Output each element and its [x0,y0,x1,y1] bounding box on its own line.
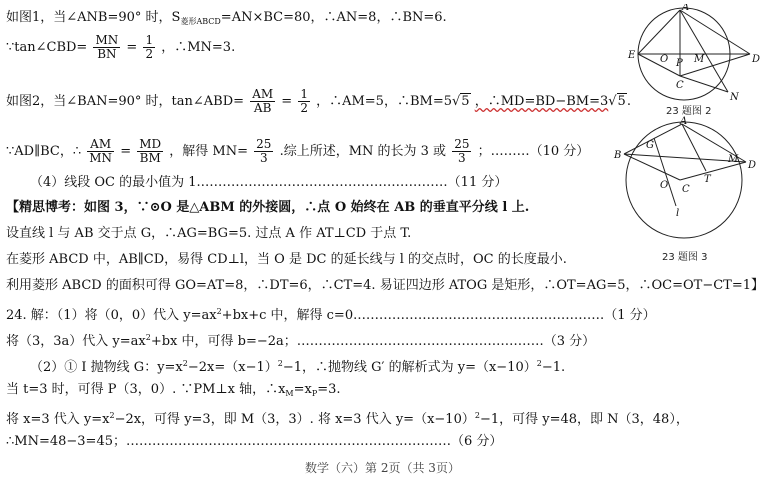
solution-line-2: ∵tan∠CBD= $\frac{MN}{BN}$ = $\frac{1}{2}$ ，∴MN=3. [6,33,236,61]
q24-line-6: ∴MN=48−3=45；…………………………………………………………………（6 分） [6,434,503,449]
label-C: C [676,80,684,91]
line-CN [680,76,728,92]
fraction: $\frac{AM}{MN}$ [89,137,113,165]
q24-line-1: 24. 解：（1）将（0，0）代入 $y=ax^2+bx+c$ 中，解得 c=0.…………………………………………………（1 分） [6,307,656,323]
label-l: l [676,208,680,219]
line-l [654,138,676,206]
label-M: M [728,154,739,165]
figure-caption: 23 题图 2 [666,106,712,116]
q24-line-2: 将（3，3a）代入 $y=ax^2+bx$ 中，可得 b=−2a；…………………………………………………（3 分） [6,333,596,349]
label-N: N [730,92,739,103]
fraction: $\frac{25}{3}$ [256,137,272,165]
solution-line-1: 如图1，当∠ANB=90° 时，$S_{菱形ABCD}=AN\times BC=80$，∴AN=8，∴BN=6. [6,10,447,26]
fraction: $\frac{MN}{BN}$ [95,33,119,61]
line-AD [680,10,750,54]
label-A: A [682,4,690,13]
fraction: $\frac{25}{3}$ [454,137,470,165]
figure-23-2 [610,4,760,116]
insight-line-1: 【精思博考：如图 3，∵⊙O 是△ABM 的外接圆，∴点 O 始终在 AB 的垂直平分线 l 上. [6,200,530,215]
q24-line-3: （2）① I 抛物线 G：$y=x^2-2x=(x-1)^2-1$，∴抛物线 G′ 的解析式为 $y=(x-10)^2-1$. [30,359,566,375]
fraction: $\frac{AM}{AB}$ [252,87,274,115]
solution-line-3: 如图2，当∠BAN=90° 时，tan∠ABD= $\frac{AM}{AB}$ = $\frac{1}{2}$ ，∴AM=5，∴BM=5√5 ，∴MD=BD−BM=3√5. [6,87,631,115]
label-P: P [676,58,683,69]
page-footer: 数学（六）第 2页（共 3页） [305,461,460,475]
solution-line-4: ∵AD∥BC，∴ $\frac{AM}{MN}$ = $\frac{MD}{BM}$ ，解得 MN= $\frac{25}{3}$ .综上所述，MN 的长为 3 或 $\frac{25}{3}$ ；………（10 分） [6,137,590,165]
q24-line-5: 将 x=3 代入 $y=x^2-2x$，可得 y=3，即 M（3，3）. 将 x=3 代入 $y=(x-10)^2-1$，可得 y=48，即 N（3，48）， [6,411,689,427]
figure-caption: 23 题图 3 [662,252,708,263]
label-M: M [694,54,705,65]
line-BC [624,154,680,180]
label-C: C [682,184,690,195]
line-AN [680,10,728,92]
label-T: T [704,174,711,185]
line-CD [680,54,750,76]
label-O: O [660,54,669,65]
label-E: E [628,50,636,61]
line-EA [638,10,680,54]
insight-line-2: 设直线 l 与 AB 交于点 G，∴AG=BG=5. 过点 A 作 AT⊥CD 于点 T. [6,226,412,241]
solution-line-5: （4）线段 OC 的最小值为 1.…………………………………………………（11 分） [30,175,508,190]
fraction: $\frac{1}{2}$ [300,87,308,115]
circle [626,122,742,238]
fraction: $\frac{1}{2}$ [145,33,154,61]
label-D: D [752,54,760,65]
line-EC [638,54,680,76]
label-O: O [660,180,669,191]
fraction: $\frac{MD}{BM}$ [139,137,162,165]
label-G: G [646,140,654,151]
insight-line-3: 在菱形 ABCD 中，AB∥CD，易得 CD⊥l，当 O 是 DC 的延长线与 l 的交点时，OC 的长度最小. [6,252,567,267]
q24-line-4: 当 t=3 时，可得 P（3，0）. ∵PM⊥x 轴，$\therefore x_M=x_P=3$. [6,382,341,398]
label-B: B [614,150,622,161]
insight-line-4: 利用菱形 ABCD 的面积可得 GO=AT=8，∴DT=6，∴CT=4. 易证四边形 ATOG 是矩形，∴OT=AG=5，∴OC=OT−CT=1】 [6,278,765,293]
label-A: A [680,116,688,127]
figure-23-3 [610,116,760,266]
label-D: D [748,160,757,171]
